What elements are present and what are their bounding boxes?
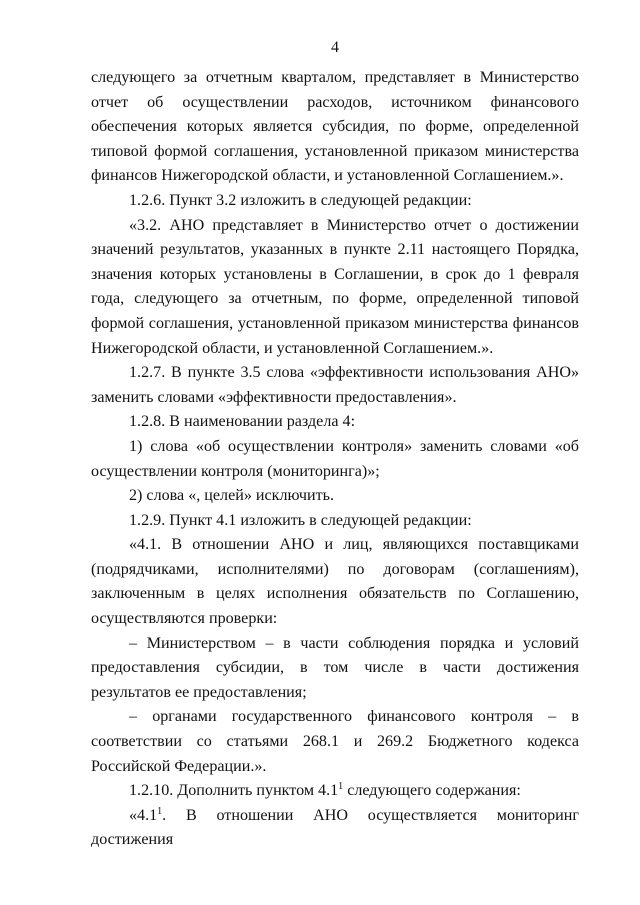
paragraph-continuation: следующего за отчетным кварталом, представляет в Министерство отчет об осуществлении расходов, источником финансового обеспечения которых является субсидия, по форме, определенной типовой формой соглашения, установленной приказом министерства финансов Нижегородской области, и установленной Соглашением.». xyxy=(91,69,579,185)
superscript-1: 1 xyxy=(157,805,163,817)
paragraph-1-2-8-item-2: 2) слова «, целей» исключить. xyxy=(129,487,335,505)
paragraph-4-1-1-text: . В отношении АНО осуществляется мониторинг достижения xyxy=(91,806,579,849)
paragraph-4-1-dash-ministry: – Министерством – в части соблюдения порядка и условий предоставления субсидии, в том числе в части достижения результатов ее предоставления; xyxy=(91,634,579,701)
paragraph-1-2-8-item-1: 1) слова «об осуществлении контроля» заменить словами «об осуществлении контроля (мониторинга)»; xyxy=(91,437,579,480)
paragraph-1-2-8: 1.2.8. В наименовании раздела 4: xyxy=(129,413,356,431)
paragraph-4-1-1 xyxy=(91,804,579,853)
paragraph-4-1-dash-control-bodies: – органами государственного финансового контроля – в соответствии со статьями 268.1 и 269.2 Бюджетного кодекса Российской Федерации.». xyxy=(91,708,579,775)
paragraph-1-2-10 xyxy=(91,779,579,804)
paragraph-4-1-1-number: «4.1 xyxy=(129,806,158,824)
paragraph-1-2-7: 1.2.7. В пункте 3.5 слова «эффективности использования АНО» заменить словами «эффективности предоставления». xyxy=(91,364,579,406)
document-body xyxy=(91,66,579,853)
paragraph-1-2-10-text: 1.2.10. Дополнить пунктом 4.1 xyxy=(129,782,339,800)
paragraph-1-2-9: 1.2.9. Пункт 4.1 изложить в следующей редакции: xyxy=(129,511,472,529)
paragraph-4-1: «4.1. В отношении АНО и лиц, являющихся поставщиками (подрядчиками, исполнителями) по договорам (соглашениям), заключенным в целях исполнения обязательств по Соглашению, осуществляются проверки: xyxy=(91,536,579,628)
page-number: 4 xyxy=(331,39,339,56)
superscript-1: 1 xyxy=(338,781,344,793)
paragraph-1-2-6: 1.2.6. Пункт 3.2 изложить в следующей редакции: xyxy=(129,191,472,209)
paragraph-3-2: «3.2. АНО представляет в Министерство отчет о достижении значений результатов, указанных в пункте 2.11 настоящего Порядка, значения которых установлены в Соглашении, в срок до 1 февраля года, следующего за отчетным, по форме, определенной типовой формой соглашения, установленной приказом министерства финансов Нижегородской области, и установленной Соглашением.». xyxy=(91,216,579,357)
paragraph-1-2-10-text-end: следующего содержания: xyxy=(343,782,521,800)
